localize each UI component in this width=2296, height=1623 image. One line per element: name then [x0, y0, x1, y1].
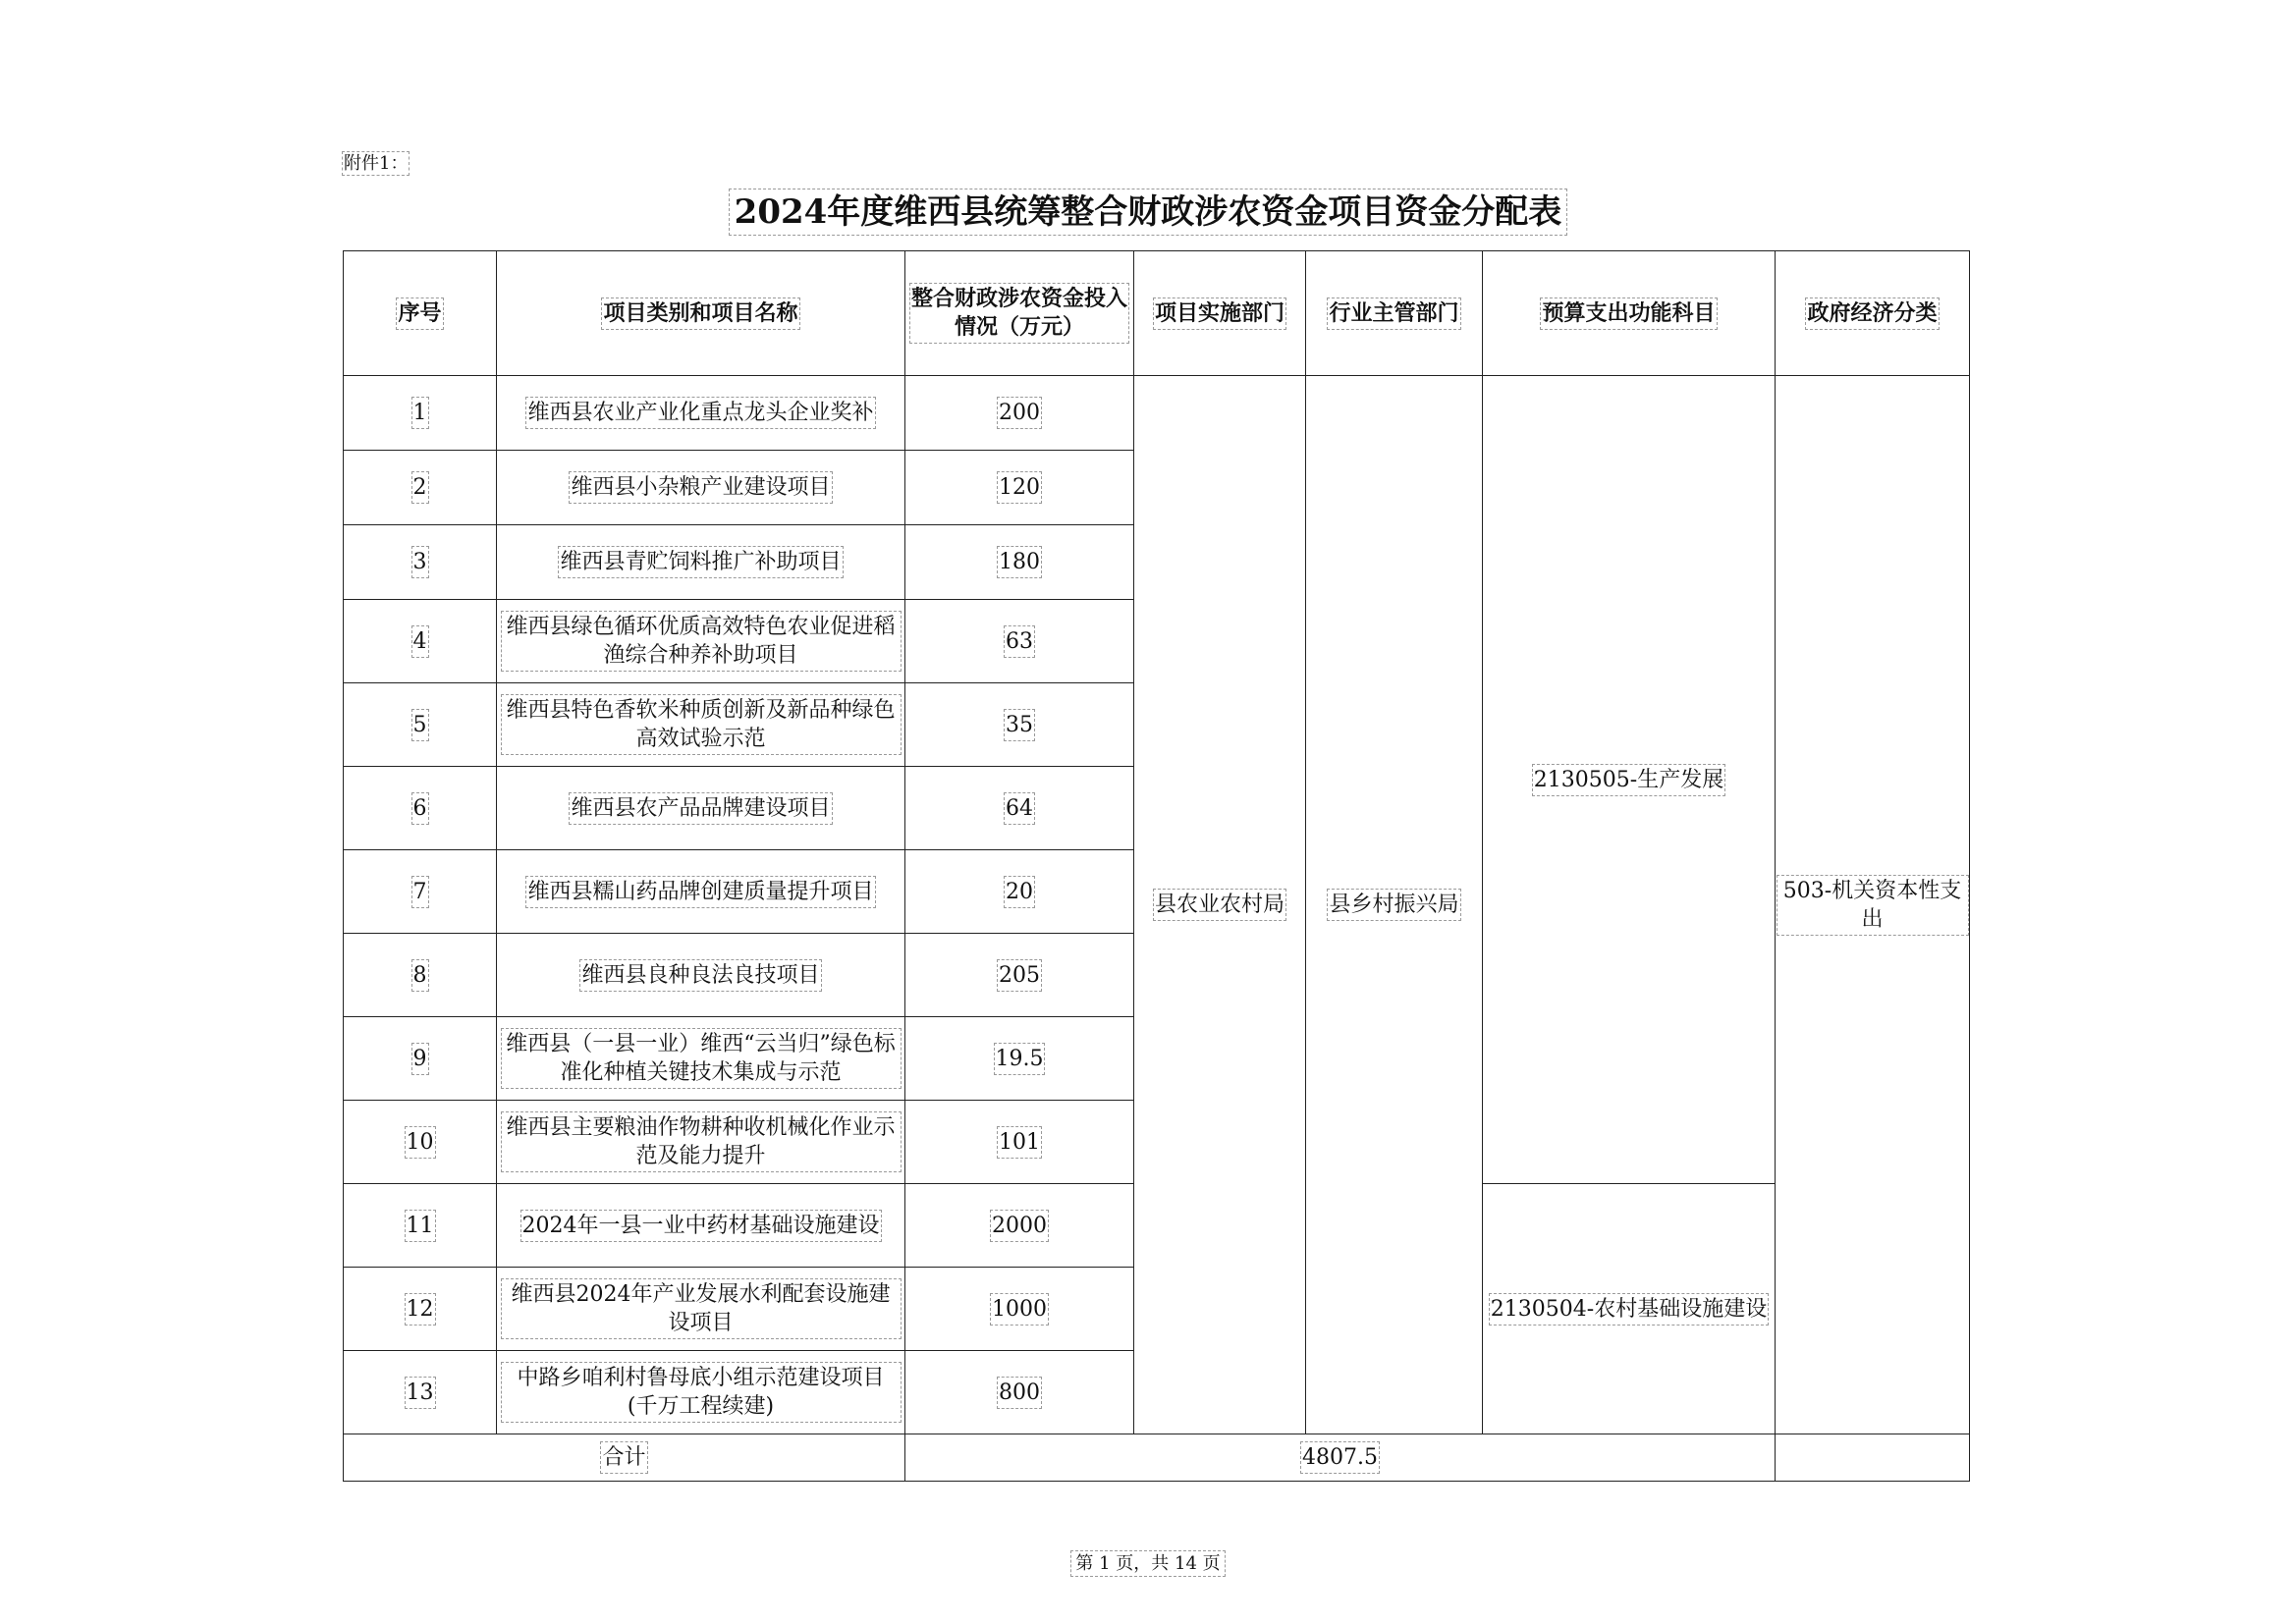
header-amount: 整合财政涉农资金投入情况（万元） [905, 251, 1134, 376]
seq-cell: 1 [344, 376, 497, 451]
seq-cell: 7 [344, 850, 497, 934]
header-econ-class: 政府经济分类 [1776, 251, 1970, 376]
seq-cell: 10 [344, 1101, 497, 1184]
header-budget-subject: 预算支出功能科目 [1483, 251, 1776, 376]
amount-cell: 205 [905, 934, 1134, 1017]
name-cell: 维西县主要粮油作物耕种收机械化作业示范及能力提升 [497, 1101, 905, 1184]
seq-cell: 4 [344, 600, 497, 683]
seq-cell: 12 [344, 1268, 497, 1351]
amount-cell: 64 [905, 767, 1134, 850]
amount-cell: 63 [905, 600, 1134, 683]
amount-cell: 35 [905, 683, 1134, 767]
page-number: 第 1 页，共 14 页 [1072, 1552, 1223, 1575]
allocation-table [343, 250, 1970, 1482]
document-title [0, 185, 2296, 233]
total-value-cell: 4807.5 [905, 1434, 1776, 1482]
amount-cell: 200 [905, 376, 1134, 451]
seq-cell: 13 [344, 1351, 497, 1434]
amount-cell: 20 [905, 850, 1134, 934]
document-title-text: 2024年度维西县统筹整合财政涉农资金项目资金分配表 [731, 190, 1566, 234]
name-cell: 2024年一县一业中药材基础设施建设 [497, 1184, 905, 1268]
attachment-label-text: 附件1： [344, 153, 409, 174]
budget-subject-cell: 2130505-生产发展 [1483, 376, 1776, 1184]
header-impl-dept: 项目实施部门 [1134, 251, 1306, 376]
name-cell: 维西县青贮饲料推广补助项目 [497, 525, 905, 600]
header-seq: 序号 [344, 251, 497, 376]
seq-cell: 5 [344, 683, 497, 767]
name-cell: 维西县农产品品牌建设项目 [497, 767, 905, 850]
impl-dept-cell: 县农业农村局 [1134, 376, 1306, 1434]
amount-cell: 2000 [905, 1184, 1134, 1268]
name-cell: 维西县绿色循环优质高效特色农业促进稻渔综合种养补助项目 [497, 600, 905, 683]
seq-cell: 11 [344, 1184, 497, 1268]
name-cell: 维西县2024年产业发展水利配套设施建设项目 [497, 1268, 905, 1351]
header-industry-dept: 行业主管部门 [1306, 251, 1483, 376]
attachment-label [344, 149, 408, 175]
header-name: 项目类别和项目名称 [497, 251, 905, 376]
amount-cell: 1000 [905, 1268, 1134, 1351]
page-footer [0, 1549, 2296, 1575]
table-row [344, 376, 1970, 451]
seq-cell: 6 [344, 767, 497, 850]
name-cell: 中路乡咱利村鲁母底小组示范建设项目(千万工程续建) [497, 1351, 905, 1434]
budget-subject-cell-2: 2130504-农村基础设施建设 [1483, 1184, 1776, 1434]
amount-cell: 180 [905, 525, 1134, 600]
amount-cell: 800 [905, 1351, 1134, 1434]
industry-dept-cell: 县乡村振兴局 [1306, 376, 1483, 1434]
econ-class-cell: 503-机关资本性支出 [1776, 376, 1970, 1434]
total-label-cell: 合计 [344, 1434, 905, 1482]
amount-cell: 120 [905, 451, 1134, 525]
name-cell: 维西县特色香软米种质创新及新品种绿色高效试验示范 [497, 683, 905, 767]
seq-cell: 9 [344, 1017, 497, 1101]
seq-cell: 2 [344, 451, 497, 525]
name-cell: 维西县农业产业化重点龙头企业奖补 [497, 376, 905, 451]
name-cell: 维西县糯山药品牌创建质量提升项目 [497, 850, 905, 934]
amount-cell: 19.5 [905, 1017, 1134, 1101]
name-cell: 维西县良种良法良技项目 [497, 934, 905, 1017]
amount-cell: 101 [905, 1101, 1134, 1184]
seq-cell: 8 [344, 934, 497, 1017]
table-header-row [344, 251, 1970, 376]
name-cell: 维西县（一县一业）维西“云当归”绿色标准化种植关键技术集成与示范 [497, 1017, 905, 1101]
name-cell: 维西县小杂粮产业建设项目 [497, 451, 905, 525]
seq-cell: 3 [344, 525, 497, 600]
total-empty-cell [1776, 1434, 1970, 1482]
total-row [344, 1434, 1970, 1482]
